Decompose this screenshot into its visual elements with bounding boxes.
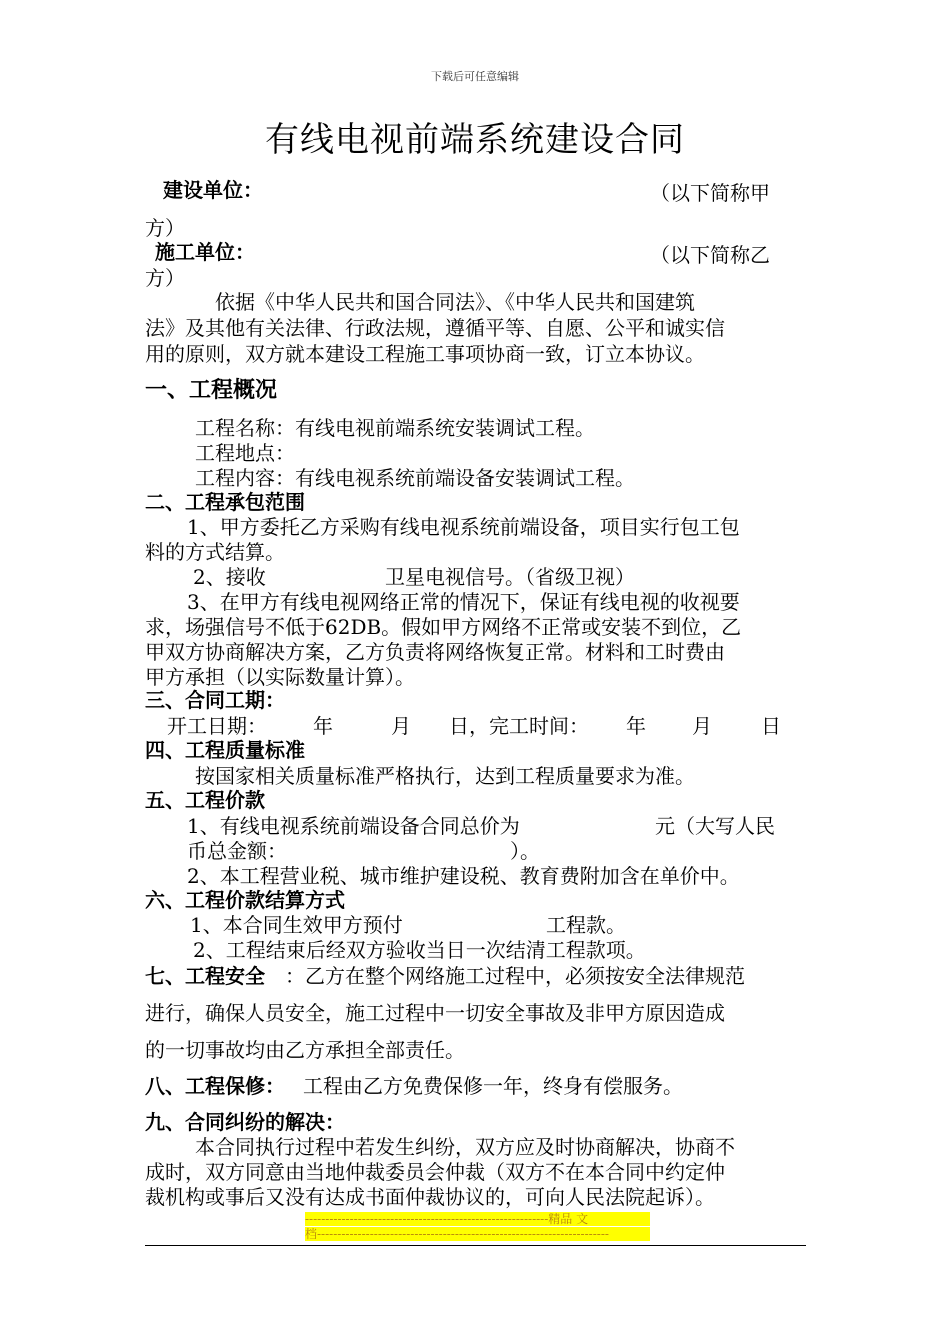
section-line: ：乙方在整个网络施工过程中，必须按安全法律规范 [285,964,745,988]
preamble-line: 用的原则，双方就本建设工程施工事项协商一致，订立本协议。 [145,342,705,366]
party-b-suffix: （以下简称乙 [650,243,770,267]
footer-band-line: ------------------------------------------------------------精品 文 [305,1212,650,1226]
section-line: 2、工程结束后经双方验收当日一次结清工程款项。 [193,938,646,962]
preamble-line: 法》及其他有关法律、行政法规，遵循平等、自愿、公平和诚实信 [145,316,725,340]
section-line: 工程由乙方免费保修一年，终身有偿服务。 [303,1074,683,1098]
section-line: 按国家相关质量标准严格执行，达到工程质量要求为准。 [195,764,695,788]
section-heading: 五、工程价款 [145,788,265,812]
section-line: 工程名称：有线电视前端系统安装调试工程。 [195,416,595,440]
section-line: 甲方承担（以实际数量计算）。 [145,665,415,689]
section-line: 1、甲方委托乙方采购有线电视系统前端设备，项目实行包工包 [187,515,740,539]
section-line: 求，场强信号不低于62DB。假如甲方网络不正常或安装不到位，乙 [145,615,742,639]
section-line: 1、有线电视系统前端设备合同总价为 [187,814,520,838]
party-a-wrap: 方） [145,216,185,240]
footer-band-line: 档------------------------------------------------------------------------ [305,1227,650,1241]
date-field: 年 [313,714,333,738]
preamble-line: 依据《中华人民共和国合同法》、《中华人民共和国建筑 [215,290,695,314]
section-line: 料的方式结算。 [145,540,285,564]
header-note: 下载后可任意编辑 [431,70,519,83]
party-b-wrap: 方） [145,266,185,290]
section-line: 2、本工程营业税、城市维护建设税、教育费附加含在单价中。 [187,864,740,888]
start-date-label: 开工日期： [167,714,267,738]
date-field: 日 [761,714,781,738]
section-line: 成时，双方同意由当地仲裁委员会仲裁（双方不在本合同中约定仲 [145,1160,725,1184]
section-heading: 七、工程安全 [145,964,265,988]
section-line: ）。 [510,839,540,863]
section-line: 本合同执行过程中若发生纠纷，双方应及时协商解决，协商不 [195,1135,735,1159]
party-b-label: 施工单位： [155,240,255,264]
section-line: 裁机构或事后又没有达成书面仲裁协议的，可向人民法院起诉）。 [145,1185,715,1209]
section-line: 工程内容：有线电视系统前端设备安装调试工程。 [195,466,635,490]
section-line: 1、本合同生效甲方预付 [190,913,403,937]
section-line: 甲双方协商解决方案，乙方负责将网络恢复正常。材料和工时费由 [145,640,725,664]
section-heading: 六、工程价款结算方式 [145,888,345,912]
section-heading: 四、工程质量标准 [145,738,305,762]
section-line: 工程地点： [195,441,295,465]
date-field: 月 [692,714,712,738]
section-heading: 一、工程概况 [145,378,278,403]
date-field: 月 [391,714,411,738]
section-heading: 二、工程承包范围 [145,490,305,514]
date-field: 日，完工时间： [449,714,589,738]
document-title: 有线电视前端系统建设合同 [265,120,685,160]
section-line: 的一切事故均由乙方承担全部责任。 [145,1038,465,1062]
party-a-label: 建设单位： [163,178,263,202]
section-line: 卫星电视信号。（省级卫视） [385,565,635,589]
section-heading: 八、工程保修： [145,1074,285,1098]
party-a-suffix: （以下简称甲 [650,181,770,205]
date-field: 年 [626,714,646,738]
section-line: 进行，确保人员安全，施工过程中一切安全事故及非甲方原因造成 [145,1001,725,1025]
section-line: 元（大写人民 [655,814,775,838]
section-line: 3、在甲方有线电视网络正常的情况下，保证有线电视的收视要 [187,590,740,614]
footer-rule [145,1245,806,1246]
section-line: 2、接收 [193,565,266,589]
section-heading: 三、合同工期： [145,688,285,712]
section-line: 工程款。 [546,913,626,937]
section-heading: 九、合同纠纷的解决： [145,1110,345,1134]
section-line: 币总金额： [187,839,287,863]
